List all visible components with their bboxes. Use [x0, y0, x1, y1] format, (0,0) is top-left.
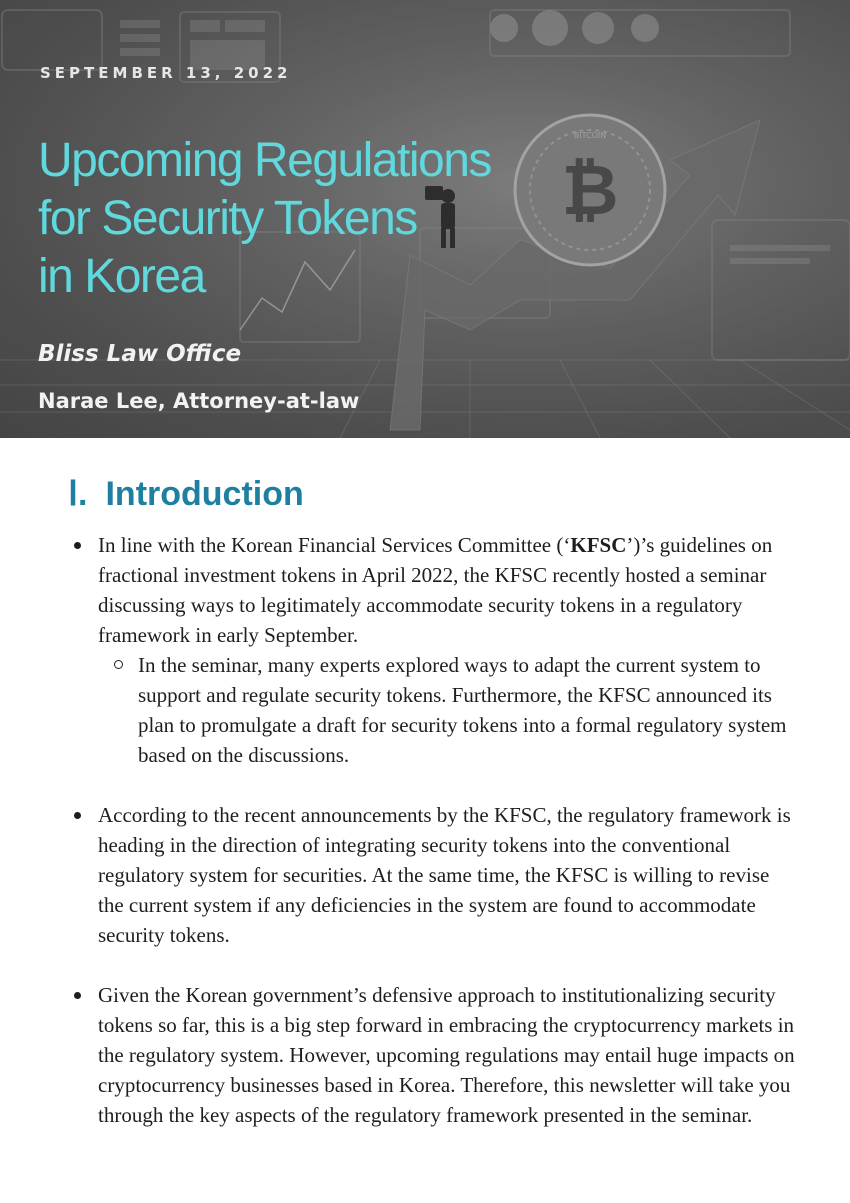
section-heading — [68, 474, 304, 514]
section-number: Ⅰ. — [68, 475, 88, 513]
list-item: According to the recent announcements by the KFSC, the regulatory framework is heading in the direction of integrating security tokens into the conventional regulatory system for securities. At the same time, the KFSC is willing to revise the current system if any deficiencies in the system are found to accommodate security tokens. — [98, 800, 798, 950]
svg-text:₿: ₿ — [561, 149, 619, 231]
section-title: Introduction — [105, 475, 304, 513]
firm-name: Bliss Law Office — [38, 341, 242, 367]
bullet-text-prefix: In line with the Korean Financial Services Committee (‘ — [98, 533, 571, 557]
list-item — [98, 530, 798, 650]
bullet-list — [0, 530, 850, 1130]
svg-text:BITCOIN: BITCOIN — [573, 131, 607, 140]
sub-list-item: In the seminar, many experts explored ways to adapt the current system to support and regulate security tokens. Furthermore, the KFSC announced its plan to promulgate a draft for security tokens into a formal regulatory system based on the discussions. — [138, 650, 798, 770]
page-title — [38, 132, 598, 306]
author-line: Narae Lee, Attorney-at-law — [38, 389, 360, 413]
article-body — [0, 530, 850, 1130]
title-line-2: for Security Tokens — [38, 192, 417, 245]
list-spacer — [0, 770, 850, 800]
cover-banner — [0, 0, 850, 438]
list-item: Given the Korean government’s defensive approach to institutionalizing security tokens so far, this is a big step forward in embracing the cryptocurrency markets in the regulatory system. However, upcoming regulations may entail huge impacts on cryptocurrency businesses based in Korea. Therefore, this newsletter will take you through the key aspects of the regulatory framework presented in the seminar. — [98, 980, 798, 1130]
title-line-1: Upcoming Regulations — [38, 134, 491, 187]
kfsc-abbreviation: KFSC — [570, 533, 627, 557]
list-spacer — [0, 950, 850, 980]
publication-date: SEPTEMBER 13, 2022 — [40, 64, 292, 82]
bullet-text-suffix: ’)’s guidelines on fractional investment tokens in April 2022, the KFSC recently hosted a seminar discussing ways to legitimately accommodate security tokens in a regulatory framework in early September. — [98, 533, 773, 647]
title-line-3: in Korea — [38, 250, 205, 303]
